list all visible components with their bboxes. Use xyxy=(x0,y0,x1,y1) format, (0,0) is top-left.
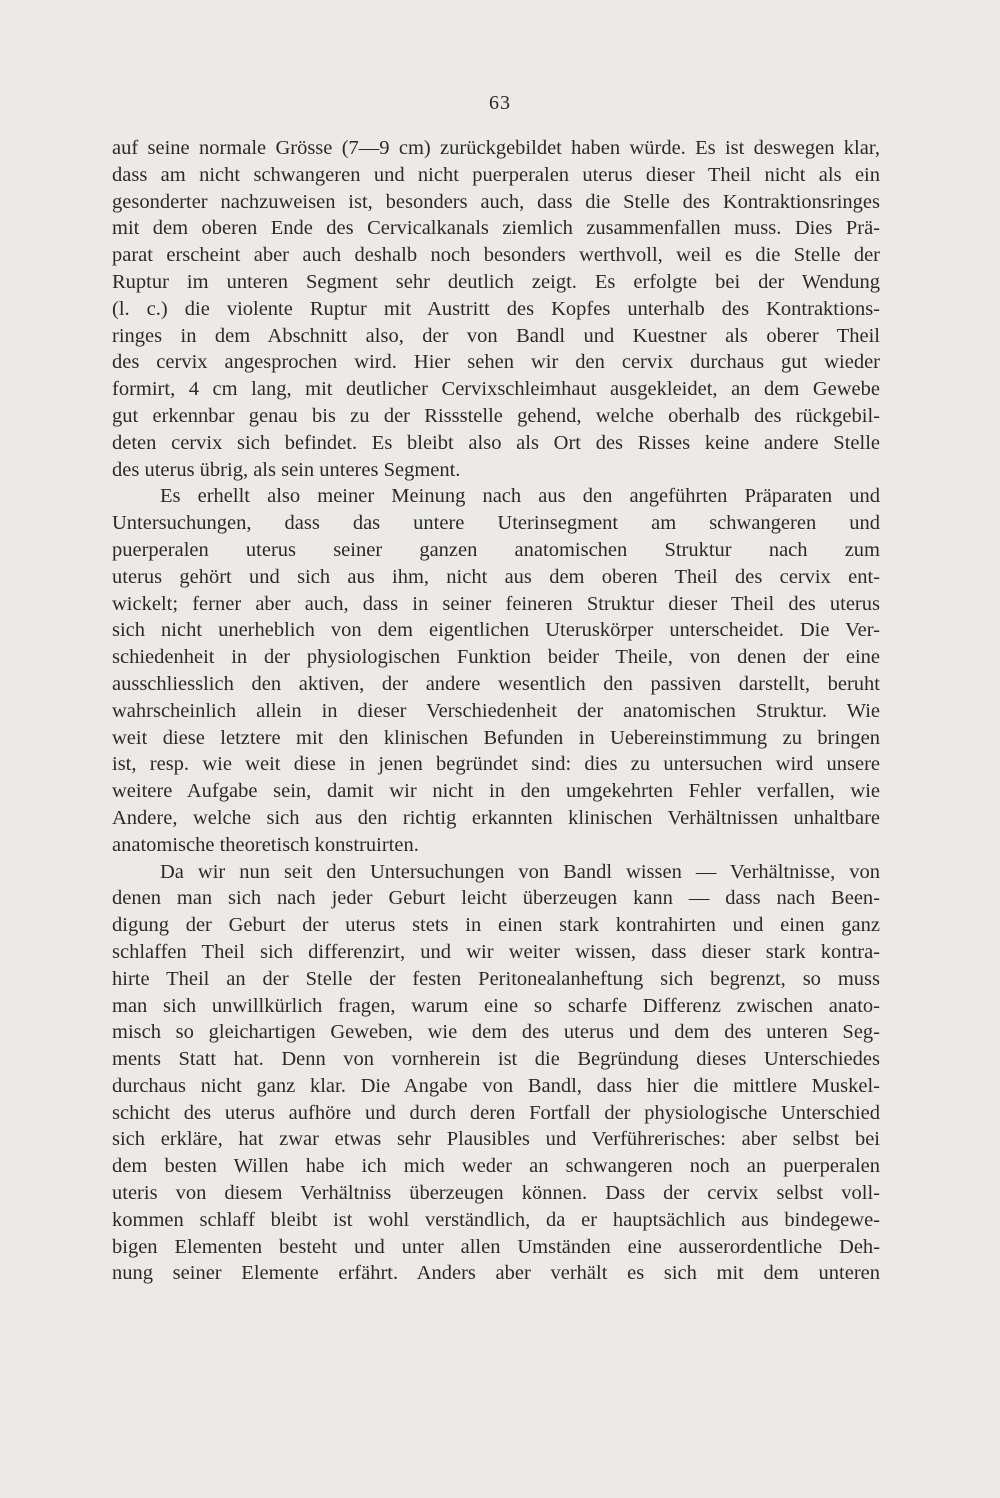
page-number: 63 xyxy=(489,92,511,114)
text-line: Da wir nun seit den Untersuchungen von Bandl wissen — Verhältnisse, von xyxy=(160,860,880,883)
text-line: auf seine normale Grösse (7—9 cm) zurückgebildet haben würde. Es ist deswegen klar, xyxy=(112,137,880,159)
text-line: deten cervix sich befindet. Es bleibt also als Ort des Risses keine andere Stelle xyxy=(112,431,880,454)
text-line: kommen schlaff bleibt ist wohl verständlich, da er hauptsächlich aus bindegewe- xyxy=(112,1208,880,1231)
paragraph-3 xyxy=(112,859,880,1288)
paragraph-1 xyxy=(112,135,880,483)
text-line: des uterus übrig, als sein unteres Segment. xyxy=(112,458,461,481)
text-line: Untersuchungen, dass das untere Uterinsegment am schwangeren und xyxy=(112,512,880,535)
text-line: schlaffen Theil sich differenzirt, und wir weiter wissen, dass dieser stark kontra- xyxy=(112,940,880,963)
text-line: Es erhellt also meiner Meinung nach aus den angeführten Präparaten und xyxy=(160,485,880,508)
text-line: Andere, welche sich aus den richtig erkannten klinischen Verhältnissen unhaltbare xyxy=(112,806,880,829)
text-line: dem besten Willen habe ich mich weder an schwangeren noch an puerperalen xyxy=(112,1155,880,1178)
text-line: uterus gehört und sich aus ihm, nicht aus dem oberen Theil des cervix ent- xyxy=(112,565,880,588)
text-line: ringes in dem Abschnitt also, der von Bandl und Kuestner als oberer Theil xyxy=(112,324,880,347)
text-line: digung der Geburt der uterus stets in einen stark kontrahirten und einen ganz xyxy=(112,914,880,937)
text-line: puerperalen uterus seiner ganzen anatomischen Struktur nach zum xyxy=(112,538,880,561)
text-line: weit diese letztere mit den klinischen Befunden in Uebereinstimmung zu bringen xyxy=(112,726,880,749)
text-line: sich nicht unerheblich von dem eigentlichen Uteruskörper unterscheidet. Die Ver- xyxy=(112,619,880,642)
text-line: Ruptur im unteren Segment sehr deutlich zeigt. Es erfolgte bei der Wendung xyxy=(112,270,880,293)
text-line: schiedenheit in der physiologischen Funktion beider Theile, von denen der eine xyxy=(112,646,880,669)
text-line: uteris von diesem Verhältniss überzeugen können. Dass der cervix selbst voll- xyxy=(112,1182,880,1205)
text-line: des cervix angesprochen wird. Hier sehen wir den cervix durchaus gut wieder xyxy=(112,351,880,374)
text-line: wickelt; ferner aber auch, dass in seiner feineren Struktur dieser Theil des uterus xyxy=(112,592,880,615)
text-line: weitere Aufgabe sein, damit wir nicht in den umgekehrten Fehler verfallen, wie xyxy=(112,780,880,803)
text-line: bigen Elementen besteht und unter allen Umständen eine ausserordentliche Deh- xyxy=(112,1235,880,1258)
text-line: man sich unwillkürlich fragen, warum eine so scharfe Differenz zwischen anato- xyxy=(112,994,880,1017)
text-line: gut erkennbar genau bis zu der Rissstelle gehend, welche oberhalb des rückgebil- xyxy=(112,404,880,427)
text-line: ments Statt hat. Denn von vornherein ist die Begründung dieses Unterschiedes xyxy=(112,1048,880,1071)
text-line: dass am nicht schwangeren und nicht puerperalen uterus dieser Theil nicht als ein xyxy=(112,163,880,186)
text-line: mit dem oberen Ende des Cervicalkanals ziemlich zusammenfallen muss. Dies Prä- xyxy=(112,217,880,240)
text-line: durchaus nicht ganz klar. Die Angabe von Bandl, dass hier die mittlere Muskel- xyxy=(112,1074,880,1097)
paragraph-2 xyxy=(112,483,880,858)
text-line: wahrscheinlich allein in dieser Verschiedenheit der anatomischen Struktur. Wie xyxy=(112,699,880,722)
text-line: nung seiner Elemente erfährt. Anders aber verhält es sich mit dem unteren xyxy=(112,1262,880,1285)
text-line: sich erkläre, hat zwar etwas sehr Plausibles und Verführerisches: aber selbst bei xyxy=(112,1128,880,1151)
text-line: denen man sich nach jeder Geburt leicht überzeugen kann — dass nach Been- xyxy=(112,887,880,910)
text-line: hirte Theil an der Stelle der festen Peritonealanheftung sich begrenzt, so muss xyxy=(112,967,880,990)
text-line: schicht des uterus aufhöre und durch deren Fortfall der physiologische Unterschied xyxy=(112,1101,880,1124)
text-line: ist, resp. wie weit diese in jenen begründet sind: dies zu untersuchen wird unsere xyxy=(112,753,880,776)
text-line: gesonderter nachzuweisen ist, besonders auch, dass die Stelle des Kontraktionsringes xyxy=(112,190,880,213)
text-line: (l. c.) die violente Ruptur mit Austritt des Kopfes unterhalb des Kontraktions- xyxy=(112,297,880,320)
text-line: formirt, 4 cm lang, mit deutlicher Cervixschleimhaut ausgekleidet, an dem Gewebe xyxy=(112,378,880,401)
text-line: ausschliesslich den aktiven, der andere wesentlich den passiven darstellt, beruht xyxy=(112,672,880,695)
text-line: parat erscheint aber auch deshalb noch besonders werthvoll, weil es die Stelle der xyxy=(112,244,880,267)
text-line: misch so gleichartigen Geweben, wie dem des uterus und dem des unteren Seg- xyxy=(112,1021,880,1044)
text-line: anatomische theoretisch konstruirten. xyxy=(112,833,419,856)
